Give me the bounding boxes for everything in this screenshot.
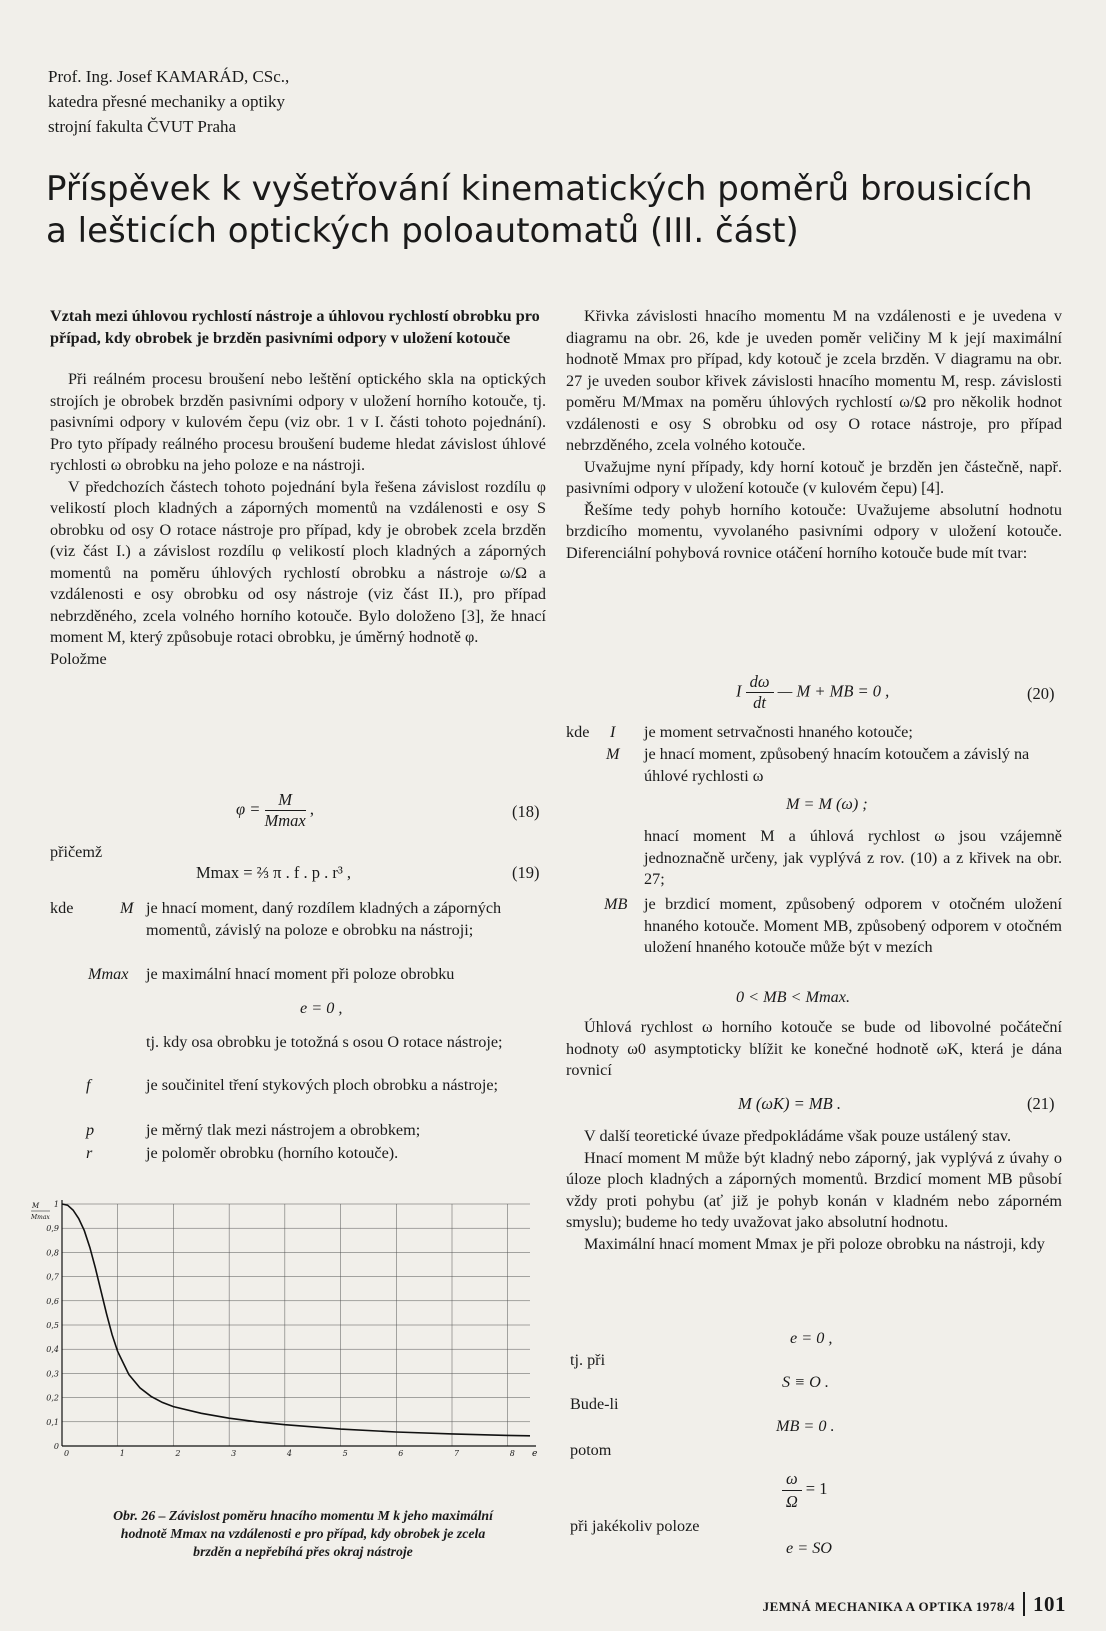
x-tick-label: 0 <box>64 1449 70 1458</box>
title-line-2: a lešticích optických poloautomatů (III. část) <box>46 211 799 251</box>
y-tick-label: 0,1 <box>46 1417 59 1427</box>
equation-19: Mmax = ⅔ π . f . p . r³ , <box>196 863 352 882</box>
right-paragraph-2: Uvažujme nyní případy, kdy horní kotouč je brzděn jen částečně, např. pasivními odpory v uložení kotouče (v kulovém čepu) [4]. <box>566 457 1062 497</box>
y-axis-label-den: Mmax <box>31 1214 50 1221</box>
y-tick-label: 0,9 <box>46 1224 59 1234</box>
y-tick-label: 1 <box>53 1200 59 1209</box>
rdef-I-symbol: I <box>610 723 616 741</box>
y-tick-label: 0,5 <box>46 1321 59 1330</box>
rdef-M-symbol: M <box>606 745 620 763</box>
cond-ratio-den: Ω <box>785 1491 798 1511</box>
eq18-tail: , <box>309 799 314 819</box>
x-tick-label: 6 <box>398 1449 404 1458</box>
section-heading: Vztah mezi úhlovou rychlostí nástroje a úhlovou rychlostí obrobku pro případ, kdy obrobek je brzděn pasivními odpory v uložení kotouče <box>50 307 540 347</box>
def-kde-label: kde <box>50 899 74 917</box>
cond-ratio <box>782 1468 827 1512</box>
series-line <box>62 1204 530 1436</box>
rdef-M-text: je hnací moment, způsobený hnacím kotoučem a závislý na úhlové rychlosti ω <box>644 745 1030 785</box>
title-line-1: Příspěvek k vyšetřování kinematických poměrů brousicích <box>46 169 1033 209</box>
equation-19-number: (19) <box>512 863 540 882</box>
y-tick-label: 0,6 <box>46 1296 59 1306</box>
caption-line-1: Obr. 26 – Závislost poměru hnacího momentu M k jeho maximální <box>113 1508 493 1523</box>
y-tick-label: 0,7 <box>46 1272 59 1282</box>
y-tick-label: 0,2 <box>46 1393 59 1403</box>
def-Mmax-symbol: Mmax <box>88 965 129 983</box>
eq20-tail: — M + MB = 0 , <box>777 681 890 701</box>
def-Mmax-text: je maximální hnací moment při poloze obrobku <box>146 965 455 983</box>
rdef-kde-label: kde <box>566 723 590 741</box>
eq18-fraction <box>265 790 306 831</box>
x-tick-label: 5 <box>342 1449 348 1458</box>
eq18-denominator: Mmax <box>264 811 306 830</box>
rdef-M-equation: M = M (ω) ; <box>786 795 868 813</box>
rdef-MB-text: je brzdicí moment, způsobený odporem v otočném uložení hnaného kotouče. Moment MB, způsobený odporem v otočném uložení hnaného kotouče může být v mezích <box>644 895 1062 956</box>
figure-26-caption <box>50 1507 556 1561</box>
figure-26-chart <box>30 1196 560 1496</box>
equation-20-number: (20) <box>1027 684 1055 703</box>
eq20-fraction <box>746 672 774 713</box>
equation-20 <box>736 672 889 713</box>
y-tick-label: 0,4 <box>46 1345 59 1355</box>
cond-e-SO: e = SO <box>786 1539 832 1557</box>
right-paragraph-5: V další teoretické úvaze předpokládáme však pouze ustálený stav. <box>584 1127 1012 1145</box>
page-footer <box>763 1592 1066 1617</box>
eq18-numerator: M <box>278 790 292 809</box>
y-tick-label: 0 <box>53 1442 59 1451</box>
eq20-denominator: dt <box>753 693 766 712</box>
y-tick-label: 0,3 <box>46 1369 59 1379</box>
article-title <box>46 168 1066 252</box>
eq20-numerator: dω <box>749 672 770 691</box>
page-number: 101 <box>1023 1592 1066 1616</box>
equation-21: M (ωK) = MB . <box>738 1094 841 1113</box>
cond-e-zero: e = 0 , <box>790 1329 833 1347</box>
cond-potom-label: potom <box>570 1441 612 1459</box>
rdef-MB-inequality: 0 < MB < Mmax. <box>736 988 851 1006</box>
def-p-text: je měrný tlak mezi nástrojem a obrobkem; <box>146 1121 421 1139</box>
left-paragraph-3: Položme <box>50 649 107 668</box>
author-department: katedra přesné mechaniky a optiky <box>48 92 285 111</box>
cond-jakekoliv-label: při jakékoliv poloze <box>570 1517 700 1535</box>
journal-name: JEMNÁ MECHANIKA A OPTIKA 1978/4 <box>762 1599 1015 1614</box>
equation-21-number: (21) <box>1027 1094 1055 1113</box>
eq20-I: I <box>736 681 742 701</box>
author-block <box>48 64 289 139</box>
x-tick-label: 8 <box>509 1449 515 1458</box>
equation-18 <box>236 790 314 831</box>
rdef-M-text-2: hnací moment M a úhlová rychlost ω jsou vzájemně jednoznačně určeny, jak vyplývá z rov. (10) a z křivek na obr. 27; <box>644 827 1062 888</box>
rdef-MB-symbol: MB <box>604 895 628 913</box>
caption-line-2: hodnotě Mmax na vzdálenosti e pro případ, kdy obrobek je zcela <box>120 1526 486 1541</box>
equation-18-number: (18) <box>512 802 540 821</box>
x-tick-label: 7 <box>454 1449 460 1458</box>
def-f-text: je součinitel tření stykových ploch obrobku a nástroje; <box>146 1076 498 1094</box>
cond-ratio-num: ω <box>786 1469 798 1488</box>
cond-ratio-tail: = 1 <box>805 1478 828 1498</box>
left-column-text <box>50 306 546 670</box>
def-M-text: je hnací moment, daný rozdílem kladných a záporných momentů, závislý na poloze e obrobku na nástroji; <box>146 899 502 939</box>
y-tick-label: 0,8 <box>46 1248 59 1258</box>
right-paragraph-3: Řešíme tedy pohyb horního kotouče: Uvažujeme absolutní hodnotu brzdicího momentu, vyvolaného pasivními odpory v uložení kotouče. Diferenciální pohybová rovnice otáčení horního kotouče bude mít tvar: <box>566 500 1062 562</box>
def-e-equation: e = 0 , <box>300 999 343 1017</box>
cond-budeli-label: Bude-li <box>570 1395 619 1413</box>
pricemz-label: přičemž <box>50 843 103 861</box>
eq18-lhs: φ = <box>236 799 261 819</box>
author-name: Prof. Ing. Josef KAMARÁD, CSc., <box>48 67 290 86</box>
x-axis-label: e <box>532 1449 538 1459</box>
right-paragraph-7: Maximální hnací moment Mmax je při poloze obrobku na nástroji, kdy <box>584 1234 1045 1253</box>
x-tick-label: 3 <box>231 1449 237 1458</box>
x-tick-label: 1 <box>119 1449 125 1458</box>
caption-line-3: brzděn a nepřebíhá přes okraj nástroje <box>193 1544 413 1559</box>
cond-tjpri-label: tj. při <box>570 1351 606 1369</box>
cond-MB-zero: MB = 0 . <box>776 1417 835 1435</box>
y-axis-label-num: M <box>32 1202 40 1210</box>
author-faculty: strojní fakulta ČVUT Praha <box>48 117 237 136</box>
def-M-symbol: M <box>120 899 134 917</box>
x-tick-label: 2 <box>175 1449 181 1458</box>
right-paragraph-6: Hnací moment M může být kladný nebo záporný, jak vyplývá z úvahy o úloze ploch kladných a záporných momentů. Brzdicí moment MB působí vždy proti pohybu (ať již je pohyb konán v kladném nebo záporném smyslu); budeme ho tedy uvažovat jako absolutní hodnotu. <box>566 1148 1062 1231</box>
right-column-text-3 <box>566 1126 1062 1255</box>
left-paragraph-1: Při reálném procesu broušení nebo leštění optického skla na optických strojích je obrobek brzděn pasivními odpory v uložení horního kotouče, tj. pasivními odpory v kulovém čepu (viz obr. 1 v I. části tohoto pojednání). Pro tyto případy reálného procesu broušení budeme hledat závislost úhlové rychlosti ω obrobku na jeho poloze e na nástroji. <box>50 370 546 474</box>
right-paragraph-4: Úhlová rychlost ω horního kotouče se bude od libovolné počáteční hodnoty ω0 asymptoticky blížit ke konečné hodnotě ωK, která je dána rovnicí <box>566 1018 1062 1079</box>
def-tj-text: tj. kdy osa obrobku je totožná s osou O rotace nástroje; <box>146 1033 503 1051</box>
x-tick-label: 4 <box>286 1449 292 1458</box>
def-f-symbol: f <box>86 1076 91 1094</box>
cond-S-identical-O: S ≡ O . <box>782 1373 829 1391</box>
right-column-text-2 <box>566 1017 1062 1082</box>
rdef-I-text: je moment setrvačnosti hnaného kotouče; <box>644 723 913 741</box>
right-paragraph-1: Křivka závislosti hnacího momentu M na vzdálenosti e je uvedena v diagramu na obr. 26, kde je uveden poměr veličiny M k její maximální hodnotě Mmax pro případ, kdy kotouč je zcela brzděn. V diagramu na obr. 27 je uveden soubor křivek závislosti hnacího momentu M, resp. závislosti poměru M/Mmax na poměru úhlových rychlostí ω/Ω pro několik hodnot vzdálenosti e osy S obrobku od osy O rotace nástroje, pro případ nebrzděného, zcela volného kotouče. <box>566 307 1062 454</box>
def-p-symbol: p <box>86 1121 95 1139</box>
def-r-symbol: r <box>86 1144 93 1162</box>
left-paragraph-2: V předchozích částech tohoto pojednání byla řešena závislost rozdílu φ velikostí ploch kladných a záporných momentů na vzdálenosti e osy S obrobku od osy O rotace nástroje pro případ, kdy je obrobek zcela brzděn (viz část I.) a závislost rozdílu φ velikostí ploch kladných a záporných momentů na poměru úhlových rychlostí obrobku a nástroje ω/Ω a vzdálenosti e osy obrobku od osy nástroje (viz část II.), pro případ nebrzděného, zcela volného horního kotouče. Bylo doloženo [3], že hnací moment M, který způsobuje rotaci obrobku, je úměrný hodnotě φ. <box>50 477 546 646</box>
right-column-text <box>566 306 1062 564</box>
def-r-text: je poloměr obrobku (horního kotouče). <box>146 1144 399 1162</box>
